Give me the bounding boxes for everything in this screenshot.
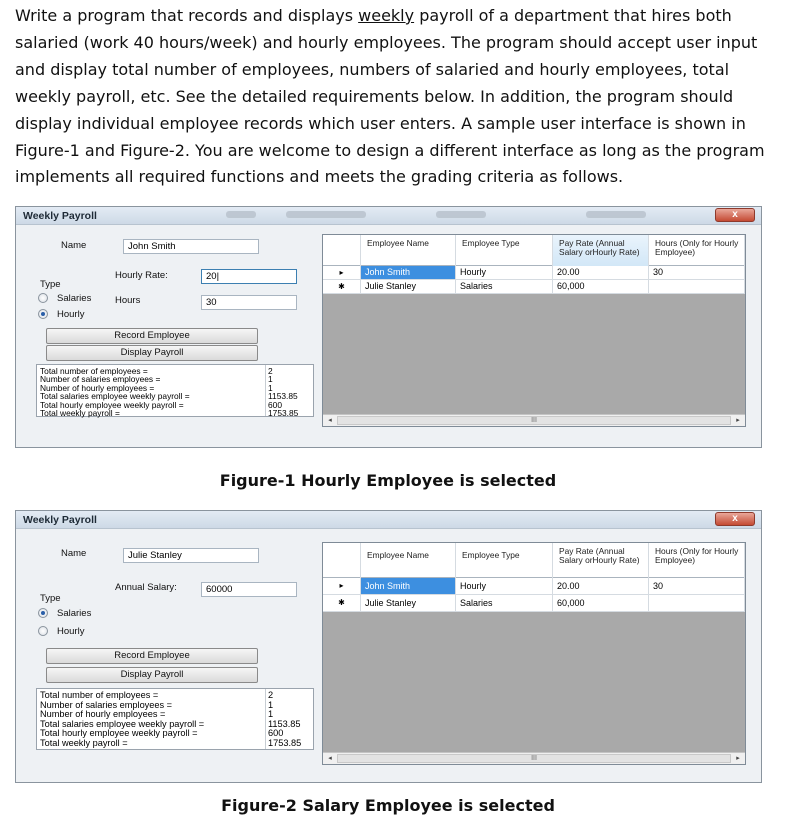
figure1-hours-input[interactable]: 30	[201, 295, 297, 310]
figure2-cell-hours[interactable]: 30	[649, 578, 745, 594]
figure1-header-type[interactable]: Employee Type	[456, 235, 553, 266]
figure1-cell-hours[interactable]: 30	[649, 266, 745, 279]
table-row[interactable]	[323, 280, 745, 294]
scroll-right-icon[interactable]: ▸	[736, 755, 740, 762]
figure1-summary-box	[36, 364, 314, 417]
figure1-scroll-thumb[interactable]: III	[337, 416, 731, 425]
figure2-scroll-thumb[interactable]: III	[337, 754, 731, 763]
figure1-grid-corner	[323, 235, 361, 266]
scroll-left-icon[interactable]: ◂	[328, 755, 332, 762]
figure2-summary-value: 1	[268, 699, 274, 710]
figure1-blurred-taskbar	[436, 211, 486, 218]
figure2-header-payrate[interactable]: Pay Rate (Annual Salary orHourly Rate)	[553, 543, 649, 578]
figure1-hourly-label: Hourly	[57, 309, 85, 320]
figure2-record-button[interactable]: Record Employee	[46, 648, 258, 664]
table-row[interactable]	[323, 595, 745, 612]
figure1-rate-label: Hourly Rate:	[115, 270, 168, 281]
figure1-summary-label: Number of salaries employees =	[40, 374, 161, 385]
figure1-grid-header	[323, 235, 745, 266]
figure2-summary-label: Number of salaries employees =	[40, 699, 173, 710]
figure2-name-input[interactable]: Julie Stanley	[123, 548, 259, 563]
figure1-blurred-taskbar	[226, 211, 256, 218]
figure2-summary-label: Number of hourly employees =	[40, 709, 166, 719]
figure1-summary-label: Total weekly payroll =	[40, 408, 120, 419]
instructions-text-pre: Write a program that records and displays	[15, 6, 354, 25]
figure1-header-name[interactable]: Employee Name	[361, 235, 456, 266]
figure2-titlebar	[16, 511, 761, 529]
figure2-horizontal-scrollbar[interactable]	[323, 752, 745, 764]
figure1-summary-value: 1	[268, 382, 273, 393]
figure1-window	[15, 206, 762, 448]
table-row[interactable]	[323, 266, 745, 280]
figure1-blurred-taskbar	[586, 211, 646, 218]
figure2-name-label: Name	[61, 548, 87, 559]
figure2-cell-hours[interactable]	[649, 595, 745, 611]
figure1-summary-label: Total number of employees =	[40, 366, 148, 376]
figure2-cell-rate[interactable]: 60,000	[553, 595, 649, 611]
figure1-cell-rate[interactable]: 20.00	[553, 266, 649, 279]
figure1-name-input[interactable]: John Smith	[123, 239, 259, 254]
figure2-row-marker: ▸	[323, 578, 361, 594]
figure2-hourly-radio[interactable]	[38, 626, 48, 636]
figure2-header-hours[interactable]: Hours (Only for Hourly Employee)	[649, 543, 745, 578]
instructions-text-post: payroll of a department that hires both salaried (work 40 hours/week) and hourly employees. The program should accept user input and display total number of employees, numbers of salaried and hourly employees, total weekly payroll, etc. See the detailed requirements below. In addition, the program should display individual employee records which user enters. A sample user interface is shown in Figure-1 and Figure-2. You are welcome to design a different interface as long as the program implements all required functions and meets the grading criteria as follows.	[15, 6, 765, 187]
figure2-header-type[interactable]: Employee Type	[456, 543, 553, 578]
figure2-cell-type[interactable]: Hourly	[456, 578, 553, 594]
figure1-display-button[interactable]: Display Payroll	[46, 345, 258, 361]
figure2-summary-box	[36, 688, 314, 750]
figure1-header-hours[interactable]: Hours (Only for Hourly Employee)	[649, 235, 745, 266]
figure1-horizontal-scrollbar[interactable]	[323, 414, 745, 426]
figure2-summary-value: 600	[268, 728, 284, 738]
figure1-summary-value: 2	[268, 366, 273, 376]
figure1-summary-label: Total hourly employee weekly payroll =	[40, 399, 184, 410]
figure1-window-title: Weekly Payroll	[23, 210, 97, 222]
figure2-grid-header	[323, 543, 745, 578]
figure1-header-payrate[interactable]: Pay Rate (Annual Salary orHourly Rate)	[553, 235, 649, 266]
figure1-caption: Figure-1 Hourly Employee is selected	[219, 471, 557, 490]
figure1-salaries-label: Salaries	[57, 293, 92, 304]
table-row[interactable]	[323, 578, 745, 595]
figure2-header-name[interactable]: Employee Name	[361, 543, 456, 578]
figure1-record-button[interactable]: Record Employee	[46, 328, 258, 344]
figure2-summary-label: Total salaries employee weekly payroll =	[40, 718, 205, 729]
figure2-grid-corner	[323, 543, 361, 578]
figure1-name-label: Name	[61, 240, 87, 251]
figure1-rate-input[interactable]: 20|	[201, 269, 297, 284]
figure1-summary-value: 1153.85	[268, 391, 298, 402]
figure2-summary-label: Total weekly payroll =	[40, 737, 128, 748]
figure1-summary-label: Number of hourly employees =	[40, 382, 155, 393]
figure2-summary-value: 1753.85	[268, 737, 302, 748]
figure2-salaries-label: Salaries	[57, 608, 92, 619]
figure1-row-marker: ✱	[323, 280, 361, 293]
figure1-row-marker: ▸	[323, 266, 361, 279]
figure1-cell-rate[interactable]: 60,000	[553, 280, 649, 293]
instructions-emphasis: weekly	[358, 6, 415, 25]
figure1-blurred-taskbar	[286, 211, 366, 218]
figure1-summary-label: Total salaries employee weekly payroll =	[40, 391, 190, 402]
figure1-hours-label: Hours	[115, 295, 141, 306]
figure2-summary-label: Total hourly employee weekly payroll =	[40, 728, 198, 738]
figure2-row-marker: ✱	[323, 595, 361, 611]
figure1-cell-name[interactable]: Julie Stanley	[361, 280, 456, 293]
figure1-summary-value: 1753.85	[268, 408, 299, 419]
figure2-cell-name[interactable]: Julie Stanley	[361, 595, 456, 611]
figure1-cell-type[interactable]: Salaries	[456, 280, 553, 293]
figure2-cell-rate[interactable]: 20.00	[553, 578, 649, 594]
figure1-summary-value: 600	[268, 399, 282, 410]
scroll-left-icon[interactable]: ◂	[328, 417, 332, 424]
figure2-salaries-radio[interactable]	[38, 608, 48, 618]
figure2-salary-input[interactable]: 60000	[201, 582, 297, 597]
figure2-window	[15, 510, 762, 783]
figure2-summary-value: 2	[268, 690, 274, 700]
figure1-hourly-radio[interactable]	[38, 309, 48, 319]
figure1-type-label: Type	[40, 279, 61, 290]
figure1-payroll-grid	[322, 234, 746, 427]
figure2-caption: Figure-2 Salary Employee is selected	[221, 796, 555, 815]
figure1-close-button[interactable]: x	[715, 208, 755, 222]
figure2-summary-value: 1153.85	[268, 718, 301, 729]
instructions-paragraph	[15, 3, 785, 191]
figure1-cell-name[interactable]: John Smith	[361, 266, 456, 279]
figure2-close-button[interactable]: x	[715, 512, 755, 526]
figure2-summary-label: Total number of employees =	[40, 690, 159, 700]
figure2-cell-name[interactable]: John Smith	[361, 578, 456, 594]
figure1-titlebar	[16, 207, 761, 225]
figure2-cell-type[interactable]: Salaries	[456, 595, 553, 611]
figure1-cell-hours[interactable]	[649, 280, 745, 293]
scroll-right-icon[interactable]: ▸	[736, 417, 740, 424]
figure2-summary-value: 1	[268, 709, 274, 719]
figure1-summary-value: 1	[268, 374, 273, 385]
figure2-display-button[interactable]: Display Payroll	[46, 667, 258, 683]
figure2-payroll-grid	[322, 542, 746, 765]
figure1-cell-type[interactable]: Hourly	[456, 266, 553, 279]
figure2-salary-label: Annual Salary:	[115, 582, 177, 593]
figure2-hourly-label: Hourly	[57, 626, 85, 637]
figure2-window-title: Weekly Payroll	[23, 514, 97, 526]
figure2-type-label: Type	[40, 593, 61, 604]
figure1-salaries-radio[interactable]	[38, 293, 48, 303]
